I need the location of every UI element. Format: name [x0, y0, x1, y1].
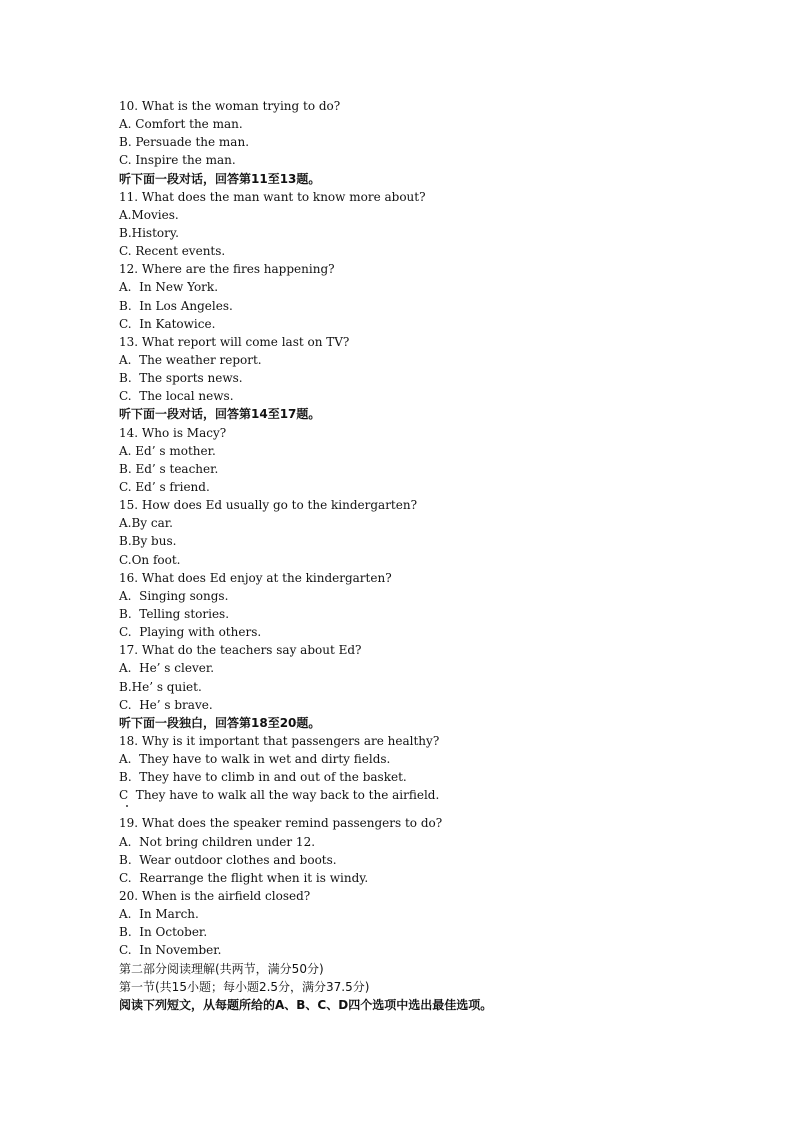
text-line: 14. Who is Macy?	[119, 425, 227, 440]
text-line: 18. Why is it important that passengers are healthy?	[119, 733, 440, 748]
dot-mark	[126, 805, 128, 807]
text-line: A. They have to walk in wet and dirty fields.	[119, 752, 391, 767]
text-line: A.Movies.	[119, 207, 179, 222]
text-line: B. They have to climb in and out of the basket.	[119, 770, 407, 785]
section-heading: 第二部分阅读理解(共两节，满分50分)	[119, 961, 324, 976]
text-line: A. In New York.	[119, 280, 219, 295]
section-heading: 听下面一段对话，回答第14至17题。	[119, 407, 321, 422]
text-line: C. Playing with others.	[119, 625, 262, 640]
section-heading: 阅读下列短文，从每题所给的A、B、C、D四个选项中选出最佳选项。	[119, 997, 493, 1012]
text-line: 19. What does the speaker remind passengers to do?	[119, 816, 443, 831]
text-line: A. Ed’ s mother.	[119, 443, 216, 458]
text-line: B. The sports news.	[119, 371, 243, 386]
section-heading: 听下面一段对话，回答第11至13题。	[119, 171, 321, 186]
stray-dot	[119, 804, 759, 814]
text-line: A. Singing songs.	[119, 588, 229, 603]
text-line: B. Wear outdoor clothes and boots.	[119, 852, 337, 867]
text-line: A. He’ s clever.	[119, 661, 215, 676]
text-line: B. In Los Angeles.	[119, 298, 233, 313]
text-line: B.He’ s quiet.	[119, 679, 202, 694]
text-line: A. Comfort the man.	[119, 117, 243, 132]
text-line: B. Persuade the man.	[119, 135, 250, 150]
text-line: 15. How does Ed usually go to the kindergarten?	[119, 498, 418, 513]
text-line: C. The local news.	[119, 389, 234, 404]
exam-page	[119, 97, 759, 1014]
text-line: A. The weather report.	[119, 352, 262, 367]
text-line: C. Ed’ s friend.	[119, 479, 210, 494]
text-line: A.By car.	[119, 516, 173, 531]
text-line: B.History.	[119, 225, 179, 240]
text-line: A. In March.	[119, 907, 199, 922]
text-line: 11. What does the man want to know more about?	[119, 189, 426, 204]
text-line: B. In October.	[119, 925, 208, 940]
text-line: 12. Where are the fires happening?	[119, 262, 335, 277]
text-line: C. In November.	[119, 943, 222, 958]
section-heading: 听下面一段独白，回答第18至20题。	[119, 715, 321, 730]
text-line: 10. What is the woman trying to do?	[119, 99, 341, 113]
text-line: B. Ed’ s teacher.	[119, 461, 219, 476]
text-line: 17. What do the teachers say about Ed?	[119, 643, 362, 658]
text-line: C. He’ s brave.	[119, 697, 213, 712]
text-line: A. Not bring children under 12.	[119, 834, 316, 849]
text-line: C. In Katowice.	[119, 316, 216, 331]
section-heading: 第一节(共15小题；每小题2.5分，满分37.5分)	[119, 979, 370, 994]
text-line: C.On foot.	[119, 552, 181, 567]
text-line: B.By bus.	[119, 534, 177, 549]
text-line: 20. When is the airfield closed?	[119, 889, 311, 904]
text-line: 13. What report will come last on TV?	[119, 334, 350, 349]
text-line: C. Rearrange the flight when it is windy.	[119, 870, 369, 885]
text-line: B. Telling stories.	[119, 606, 230, 621]
text-line: C. Inspire the man.	[119, 153, 236, 168]
text-line: C. Recent events.	[119, 244, 226, 259]
text-line: C They have to walk all the way back to the airfield.	[119, 788, 440, 803]
text-line: 16. What does Ed enjoy at the kindergarten?	[119, 570, 392, 585]
